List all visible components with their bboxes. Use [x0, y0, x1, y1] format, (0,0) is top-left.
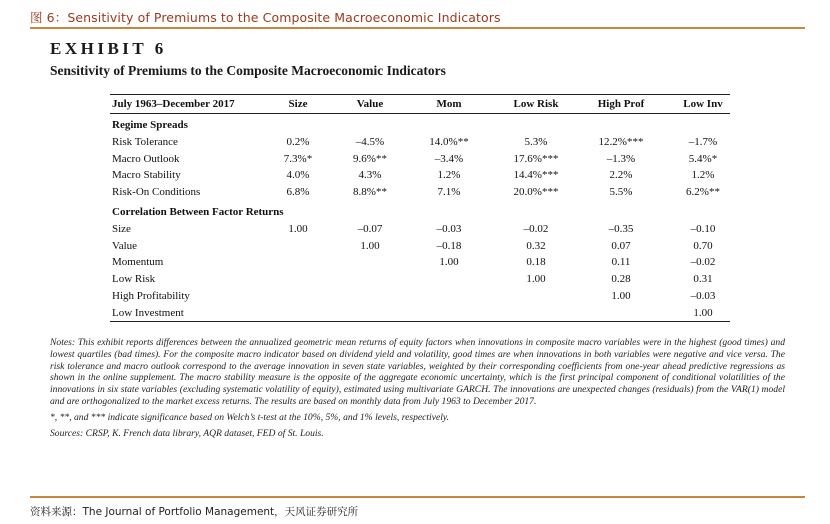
table-bottom-rule [110, 321, 730, 322]
row-label: High Profitability [112, 290, 190, 302]
row-label: Risk-On Conditions [112, 186, 201, 199]
table-cell: 0.32 [526, 239, 546, 252]
table-cell: 9.6%** [353, 152, 387, 165]
table-cell: 2.2% [609, 169, 633, 182]
table-cell: –0.35 [608, 222, 634, 235]
table-cell: 7.1% [437, 186, 461, 199]
row-label: Macro Stability [112, 169, 181, 182]
table-cell: 17.6%*** [513, 152, 559, 165]
row-label: Macro Outlook [112, 152, 180, 165]
table-cell: 1.00 [611, 290, 631, 302]
column-header: Low Inv [683, 98, 723, 110]
table-cell: –4.5% [355, 135, 385, 148]
row-label: Low Risk [112, 273, 156, 286]
table-cell: 6.8% [286, 186, 310, 199]
table-cell: –0.07 [357, 222, 383, 235]
table-cell: 6.2%** [686, 186, 720, 199]
table-cell: –0.18 [436, 239, 462, 252]
table-cell: 5.5% [609, 186, 633, 199]
table-cell: 1.00 [360, 239, 380, 252]
table-cell: 5.3% [524, 135, 548, 148]
section-title-regime-spreads: Regime Spreads [112, 119, 188, 131]
table-cell: –0.03 [436, 222, 462, 235]
table-cell: 4.3% [358, 169, 382, 182]
table-cell: 12.2%*** [598, 135, 644, 148]
table-cell: 0.11 [611, 256, 631, 269]
table-cell: 7.3%* [283, 152, 313, 165]
table-cell: –0.03 [690, 290, 716, 302]
table-cell: 0.18 [526, 256, 546, 269]
table-cell: 1.2% [437, 169, 461, 182]
row-label: Momentum [112, 256, 164, 269]
column-header: High Prof [597, 98, 645, 110]
table-cell: 0.70 [693, 239, 713, 252]
table-cell: 0.07 [611, 239, 631, 252]
section-title-correlations: Correlation Between Factor Returns [112, 206, 284, 218]
row-label: Value [112, 239, 138, 252]
table-cell: –1.3% [606, 152, 636, 165]
top-divider [30, 27, 805, 29]
exhibit-title: Sensitivity of Premiums to the Composite Macroeconomic Indicators [50, 63, 446, 78]
table-cell: 5.4%* [688, 152, 718, 165]
source-attribution: 资料来源：The Journal of Portfolio Management，天风证券研究所 [30, 506, 359, 518]
column-header: Size [288, 98, 308, 110]
table-cell: 1.2% [691, 169, 715, 182]
sources-note: Sources: CRSP, K. French data library, AQR dataset, FED of St. Louis. [50, 427, 324, 439]
table-cell: 0.28 [611, 273, 631, 286]
bottom-divider [30, 496, 805, 498]
exhibit-label: EXHIBIT 6 [50, 39, 167, 58]
table-top-rule [110, 94, 730, 95]
table-cell: 1.00 [439, 256, 459, 269]
row-label: Risk Tolerance [112, 135, 178, 148]
table-cell: –0.02 [690, 256, 716, 269]
table-cell: 1.00 [693, 306, 713, 319]
header-rule [110, 113, 730, 114]
table-cell: 14.4%*** [513, 169, 559, 182]
table-cell: 20.0%*** [513, 186, 559, 199]
table-cell: –0.02 [523, 222, 549, 235]
row-label: Size [112, 222, 131, 235]
column-header: Low Risk [513, 98, 559, 110]
row-label: Low Investment [112, 306, 184, 319]
table-cell: –1.7% [688, 135, 718, 148]
significance-note: *, **, and *** indicate significance based on Welch’s t-test at the 10%, 5%, and 1% levels, respectively. [50, 411, 450, 423]
notes-text: Notes: This exhibit reports differences between the annualized geometric mean returns of equity factors when innovations in composite macro variables were in the highest (good times) and lowest quartiles (bad times). For the composite macro indicator based on dividend yield and volatility, good times are when innovations in both variables were negative and vice versa. The risk tolerance and macro outlook correspond to the average innovation in seven state variables, weighted by their corresponding coefficients from one-year ahead predictive regressions as shown in the online supplement. The macro stability measure is the opposite of the aggregate economic uncertainty, which is the first principal component of conditional volatilities of the innovations in six state variables (excluding systematic volatility of equity), estimated using multivariate GARCH. The innovations are unexpected changes (residuals) from the VAR(1) model and are orthogonalized to the market excess returns. The results are based on monthly data from July 1963 to December 2017. [50, 337, 785, 407]
column-header: Mom [436, 98, 462, 110]
table-cell: –3.4% [434, 152, 464, 165]
table-cell: 0.31 [693, 273, 713, 286]
column-header: Value [356, 98, 384, 110]
table-cell: 1.00 [288, 222, 308, 235]
period-header: July 1963–December 2017 [112, 98, 235, 110]
notes-block [50, 337, 785, 443]
table-cell: 8.8%** [353, 186, 387, 199]
table-cell: 4.0% [286, 169, 310, 182]
table-cell: 1.00 [526, 273, 546, 286]
table-cell: –0.10 [690, 222, 716, 235]
table-cell: 0.2% [286, 135, 310, 148]
table-cell: 14.0%** [429, 135, 469, 148]
figure-caption: 图 6：Sensitivity of Premiums to the Composite Macroeconomic Indicators [30, 10, 501, 25]
